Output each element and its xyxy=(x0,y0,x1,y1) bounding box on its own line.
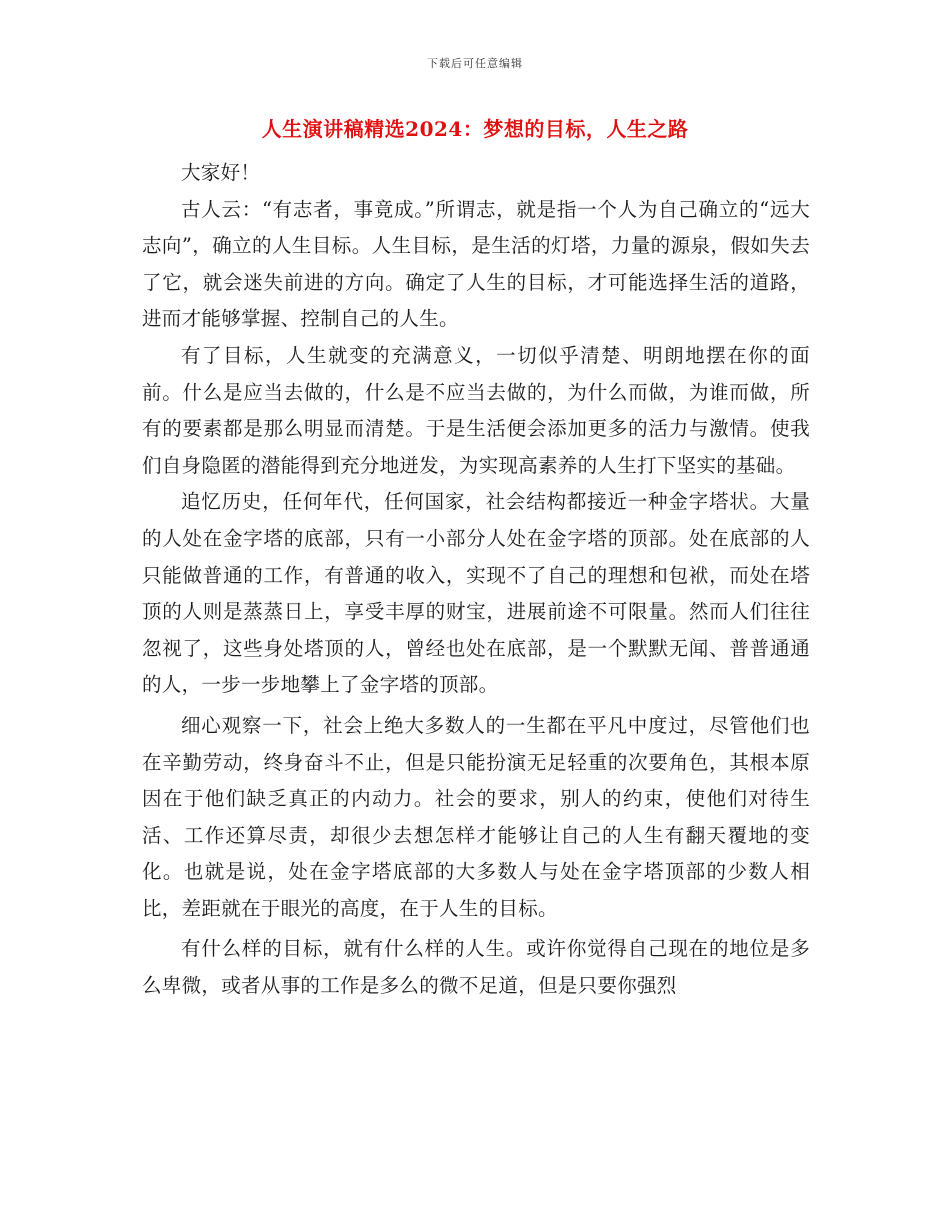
document-title: 人生演讲稿精选2024：梦想的目标，人生之路 xyxy=(261,117,689,141)
header-note: 下载后可任意编辑 xyxy=(427,57,523,70)
paragraph-4: 细心观察一下，社会上绝大多数人的一生都在平凡中度过，尽管他们也在辛勤劳动，终身奋斗不止，但是只能扮演无足轻重的次要角色，其根本原因在于他们缺乏真正的内动力。社会的要求，别人的约束，使他们对待生活、工作还算尽责，却很少去想怎样才能够让自己的人生有翻天覆地的变化。也就是说，处在金字塔底部的大多数人与处在金字塔顶部的少数人相比，差距就在于眼光的高度，在于人生的目标。 xyxy=(142,713,810,920)
paragraph-2: 有了目标，人生就变的充满意义，一切似乎清楚、明朗地摆在你的面前。什么是应当去做的，什么是不应当去做的，为什么而做，为谁而做，所有的要素都是那么明显而清楚。于是生活便会添加更多的活力与激情。使我们自身隐匿的潜能得到充分地迸发，为实现高素养的人生打下坚实的基础。 xyxy=(142,343,810,477)
paragraph-5: 有什么样的目标，就有什么样的人生。或许你觉得自己现在的地位是多么卑微，或者从事的工作是多么的微不足道，但是只要你强烈 xyxy=(142,937,810,998)
document-body xyxy=(142,155,810,1005)
paragraph-3: 追忆历史，任何年代，任何国家，社会结构都接近一种金字塔状。大量的人处在金字塔的底部，只有一小部分人处在金字塔的顶部。处在底部的人只能做普通的工作，有普通的收入，实现不了自己的理想和包袱，而处在塔顶的人则是蒸蒸日上，享受丰厚的财宝，进展前途不可限量。然而人们往往忽视了，这些身处塔顶的人，曾经也处在底部，是一个默默无闻、普普通通的人，一步一步地攀上了金字塔的顶部。 xyxy=(142,490,810,697)
paragraph-1: 古人云：“有志者，事竟成。”所谓志，就是指一个人为自己确立的“远大志向”，确立的人生目标。人生目标，是生活的灯塔，力量的源泉，假如失去了它，就会迷失前进的方向。确定了人生的目标，才可能选择生活的道路，进而才能够掌握、控制自己的人生。 xyxy=(142,197,810,331)
paragraph-greeting: 大家好！ xyxy=(181,161,261,184)
